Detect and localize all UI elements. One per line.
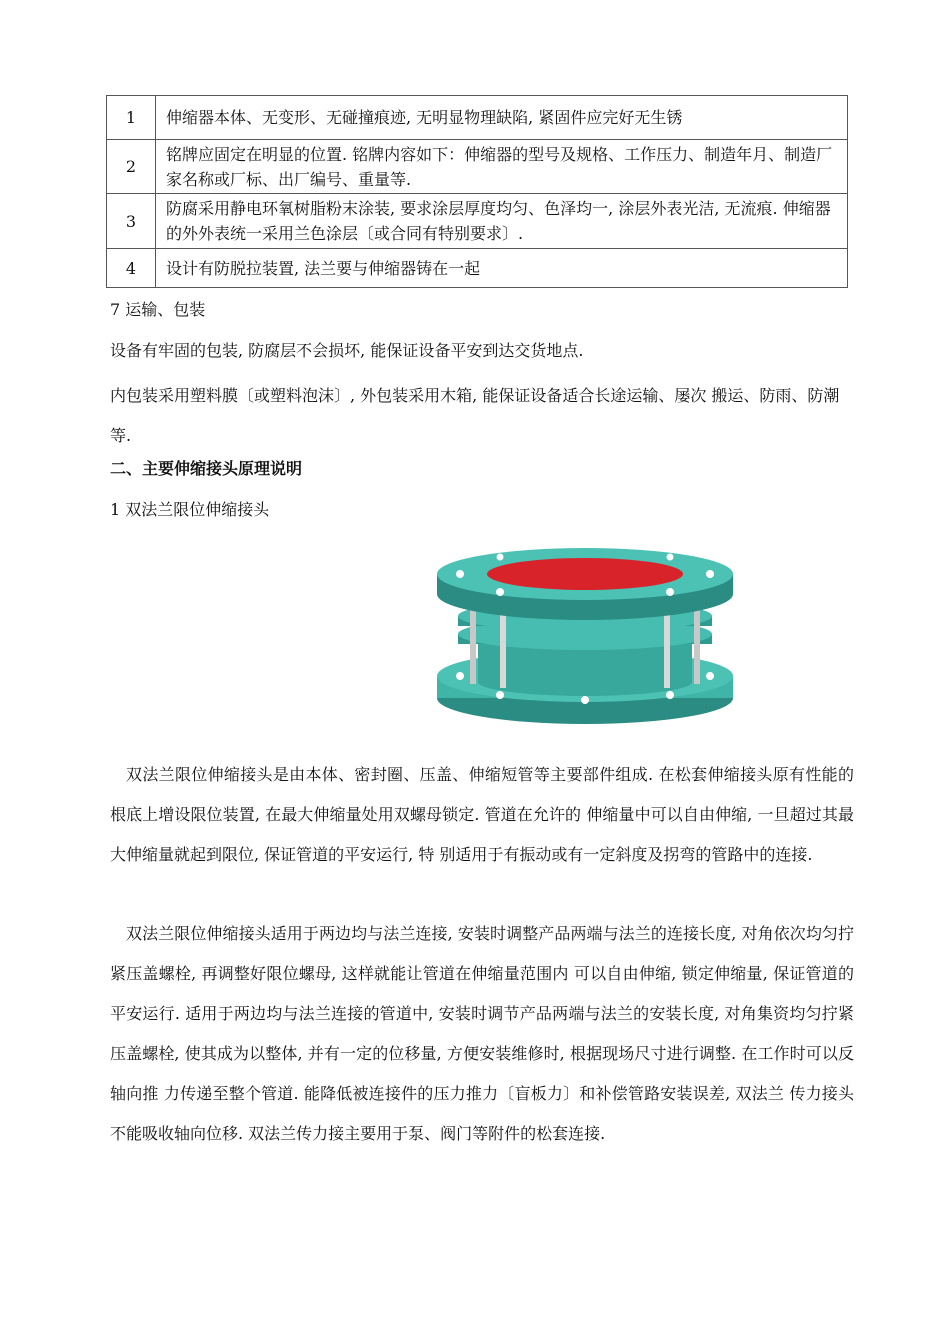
bolt-hole: [496, 691, 504, 699]
paragraph: 设备有牢固的包装, 防腐层不会损坏, 能保证设备平安到达交货地点.: [110, 341, 584, 360]
row-number: 4: [107, 249, 156, 288]
paragraph: 双法兰限位伸缩接头适用于两边均与法兰连接, 安装时调整产品两端与法兰的连接长度, 对角依次均匀拧紧压盖螺栓, 再调整好限位螺母, 这样就能让管道在伸缩量范围内 可以自由伸缩, 锁定伸缩量, 保证管道的平安运行. 适用于两边均与法兰连接的管道中, 安装时调节产品两端与法兰的安装长度, 对角集资均匀拧紧压盖螺栓, 使其成为以整体, 并有一定的位移量, 方便安装维修时, 根据现场尺寸进行调整. 在工作时可以反轴向推 力传递至整个管道. 能降低被连接件的压力推力〔盲板力〕和补偿管路安装误差, 双法兰 传力接头不能吸收轴向位移. 双法兰传力接主要用于泵、阀门等附件的松套连接.: [110, 924, 854, 1143]
bolt-hole: [581, 696, 589, 704]
table-row: [107, 194, 848, 249]
expansion-joint-image: [430, 548, 740, 738]
row-number: 3: [107, 194, 156, 249]
section-title: 7 运输、包装: [110, 300, 206, 319]
table-row: [107, 140, 848, 194]
requirements-table: [106, 95, 848, 288]
bolt-hole: [456, 570, 464, 578]
table-row: [107, 249, 848, 288]
bolt-hole: [456, 672, 464, 680]
row-text: 防腐采用静电环氧树脂粉末涂装, 要求涂层厚度均匀、色泽均一, 涂层外表光洁, 无流痕. 伸缩器的外外表统一采用兰色涂层〔或合同有特别要求〕.: [156, 194, 848, 249]
bolt-hole: [667, 554, 674, 561]
bolt-hole: [496, 588, 504, 596]
subsection-title: 1 双法兰限位伸缩接头: [110, 500, 270, 519]
row-number: 1: [107, 96, 156, 140]
row-text: 设计有防脱拉装置, 法兰要与伸缩器铸在一起: [156, 249, 848, 288]
paragraph: 内包装采用塑料膜〔或塑料泡沫〕, 外包装采用木箱, 能保证设备适合长途运输、屡次 搬运、防雨、防潮等.: [110, 386, 840, 445]
bolt-hole: [706, 672, 714, 680]
table-row: [107, 96, 848, 140]
row-text: 铭牌应固定在明显的位置. 铭牌内容如下：伸缩器的型号及规格、工作压力、制造年月、制造厂家名称或厂标、出厂编号、重量等.: [156, 140, 848, 194]
section-heading: 二、主要伸缩接头原理说明: [110, 459, 303, 478]
inner-lining: [487, 558, 683, 590]
bolt-hole: [497, 554, 504, 561]
paragraph: 双法兰限位伸缩接头是由本体、密封圈、压盖、伸缩短管等主要部件组成. 在松套伸缩接头原有性能的根底上增设限位装置, 在最大伸缩量处用双螺母锁定. 管道在允许的 伸缩量中可以自由伸缩, 一旦超过其最大伸缩量就起到限位, 保证管道的平安运行, 特 别适用于有振动或有一定斜度及拐弯的管路中的连接.: [110, 765, 854, 864]
row-text: 伸缩器本体、无变形、无碰撞痕迹, 无明显物理缺陷, 紧固件应完好无生锈: [156, 96, 848, 140]
row-number: 2: [107, 140, 156, 194]
bolt-hole: [706, 570, 714, 578]
joint-body-base: [478, 668, 692, 696]
bolt-hole: [666, 691, 674, 699]
bolt-hole: [666, 588, 674, 596]
